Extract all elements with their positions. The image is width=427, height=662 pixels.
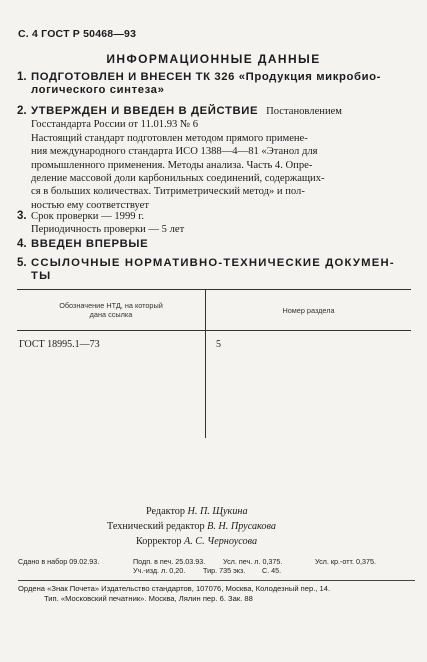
editor-line (146, 504, 248, 520)
editor-name: Н. П. Щукина (187, 506, 248, 517)
info-item-4 (17, 238, 409, 251)
info-item-3 (17, 210, 409, 237)
table-header-row (17, 290, 411, 331)
tech-editor-name: В. Н. Прусакова (207, 521, 276, 532)
tech-editor-line (107, 519, 276, 535)
column-header-ntd-line-2: дана ссылка (89, 310, 133, 319)
item-2-line-8: ностью ему соответствует (31, 199, 149, 211)
item-2-line-3: Настоящий стандарт подготовлен методом прямого примене- (31, 132, 308, 144)
imprint-print-date: Подп. в печ. 25.03.93. (133, 557, 206, 566)
item-3-line-2: Периодичность проверки — 5 лет (31, 224, 185, 236)
item-4-text: ВВЕДЕН ВПЕРВЫЕ (31, 238, 149, 250)
item-5-line-2: ТЫ (31, 270, 52, 283)
proofreader-name: А. С. Черноусова (183, 536, 258, 547)
printer-line-1: Ордена «Знак Почета» Издательство стандартов, 107076, Москва, Колодезный пер., 14. (18, 584, 331, 593)
imprint-publisher-sheets: Уч.-изд. л. 0,20. (133, 566, 186, 575)
item-number: 2. (17, 105, 27, 117)
imprint-typeset-date: Сдано в набор 09.02.93. (18, 557, 100, 566)
item-2-heading-rest: Постановлением (266, 106, 343, 117)
table-row (17, 331, 411, 439)
editor-label: Редактор (146, 506, 185, 517)
imprint-price: С. 45. (262, 566, 282, 575)
item-number: 5. (17, 257, 27, 269)
tech-editor-label: Технический редактор (107, 521, 205, 532)
item-5-line-1: ССЫЛОЧНЫЕ НОРМАТИВНО-ТЕХНИЧЕСКИЕ ДОКУМЕН- (31, 257, 395, 269)
item-number: 1. (17, 71, 27, 83)
cell-ntd: ГОСТ 18995.1—73 (17, 331, 206, 439)
proofreader-label: Корректор (136, 536, 182, 547)
item-2-line-1 (31, 105, 409, 118)
info-item-1 (17, 71, 409, 98)
item-1-line-1: ПОДГОТОВЛЕН И ВНЕСЕН ТК 326 «Продукция микробио- (31, 71, 381, 83)
column-header-ntd-line-1: Обозначение НТД, на который (59, 301, 163, 310)
divider (18, 580, 415, 581)
item-2-line-5: промышленного применения. Методы анализа. Часть 4. Опре- (31, 159, 313, 171)
item-2-line-7: ся в больших количествах. Титриметрический метод» и пол- (31, 186, 305, 198)
cell-section: 5 (216, 339, 221, 350)
item-3-line-1: Срок проверки — 1999 г. (31, 211, 144, 222)
page-header: С. 4 ГОСТ Р 50468—93 (18, 28, 137, 40)
section-title: ИНФОРМАЦИОННЫЕ ДАННЫЕ (106, 52, 321, 66)
item-number: 4. (17, 238, 27, 250)
item-number: 3. (17, 210, 27, 222)
imprint-color-prints: Усл. кр.-отт. 0,375. (315, 557, 376, 566)
reference-table (17, 289, 411, 438)
printer-line-2: Тип. «Московский печатник». Москва, Лялин пер. 6. Зак. 88 (44, 594, 253, 603)
item-1-line-2: логического синтеза» (31, 84, 165, 97)
item-2-heading: УТВЕРЖДЕН И ВВЕДЕН В ДЕЙСТВИЕ (31, 105, 259, 117)
column-header-section: Номер раздела (206, 290, 412, 331)
proofreader-line (136, 534, 257, 550)
item-2-line-6: деление массовой доли карбонильных соединений, содержащих- (31, 173, 325, 185)
item-2-line-4: ния международного стандарта ИСО 1388—4—81 «Этанол для (31, 146, 318, 158)
info-item-5 (17, 257, 409, 284)
column-header-ntd (17, 290, 206, 331)
item-2-line-2: Госстандарта России от 11.01.93 № 6 (31, 119, 199, 131)
info-item-2 (17, 105, 409, 212)
imprint-circulation: Тир. 735 экз. (203, 566, 246, 575)
imprint-print-sheets: Усл. печ. л. 0,375. (223, 557, 283, 566)
